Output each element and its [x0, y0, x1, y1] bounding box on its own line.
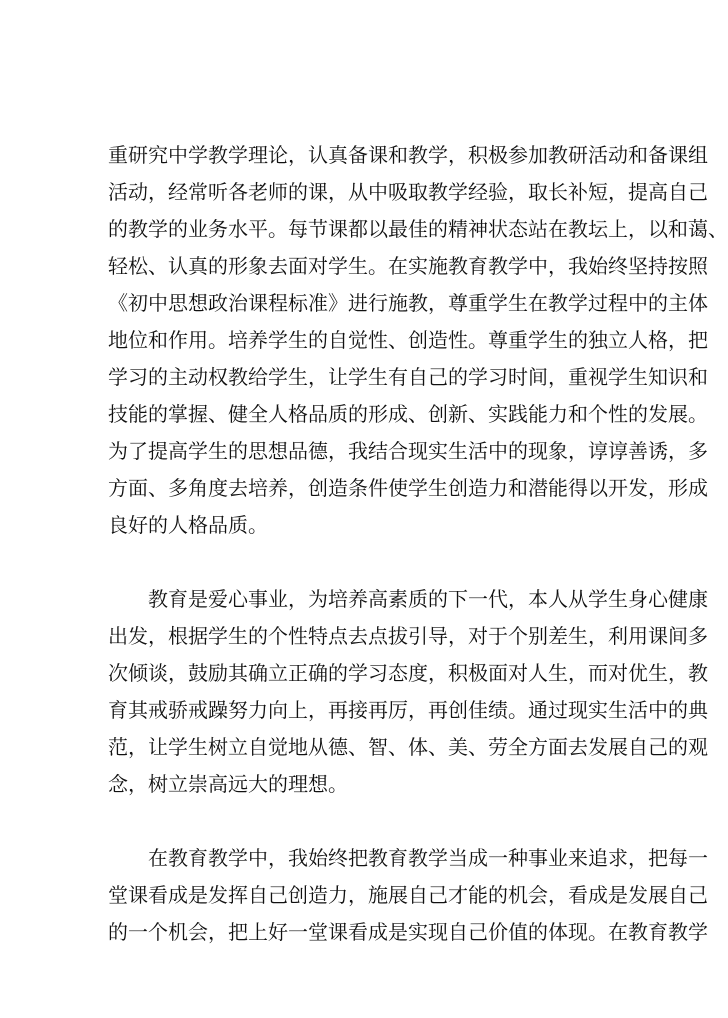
- text-line: 技能的掌握、健全人格品质的形成、创新、实践能力和个性的发展。: [108, 402, 708, 426]
- text-line: 为了提高学生的思想品德，我结合现实生活中的现象，谆谆善诱，多: [108, 439, 708, 463]
- text-line: 学习的主动权教给学生，让学生有自己的学习时间，重视学生知识和: [108, 365, 708, 389]
- document-body: [108, 137, 728, 988]
- paragraph: [108, 137, 728, 544]
- text-line: 活动，经常听各老师的课，从中吸取教学经验，取长补短，提高自己: [108, 180, 708, 204]
- paragraph: [108, 581, 708, 803]
- text-line: 堂课看成是发挥自己创造力，施展自己才能的机会，看成是发展自己: [108, 883, 708, 907]
- text-line: 《初中思想政治课程标准》进行施教，尊重学生在教学过程中的主体: [108, 291, 708, 315]
- text-line: 育其戒骄戒躁努力向上，再接再厉，再创佳绩。通过现实生活中的典: [108, 698, 708, 722]
- text-line: 教育是爱心事业，为培养高素质的下一代，本人从学生身心健康: [148, 587, 708, 611]
- text-line: 方面、多角度去培养，创造条件使学生创造力和潜能得以开发，形成: [108, 476, 708, 500]
- text-line: 地位和作用。培养学生的自觉性、创造性。尊重学生的独立人格，把: [108, 328, 708, 352]
- text-line: 出发，根据学生的个性特点去点拔引导，对于个别差生，利用课间多: [108, 624, 708, 648]
- text-line: 范，让学生树立自觉地从德、智、体、美、劳全方面去发展自己的观: [108, 735, 708, 759]
- text-line: 的教学的业务水平。每节课都以最佳的精神状态站在教坛上，以和蔼、: [108, 217, 728, 241]
- text-line: 良好的人格品质。: [108, 513, 268, 537]
- text-line: 念，树立崇高远大的理想。: [108, 772, 348, 796]
- text-line: 的一个机会，把上好一堂课看成是实现自己价值的体现。在教育教学: [108, 920, 708, 944]
- text-line: 轻松、认真的形象去面对学生。在实施教育教学中，我始终坚持按照: [108, 254, 708, 278]
- text-line: 次倾谈，鼓励其确立正确的学习态度，积极面对人生，而对优生，教: [108, 661, 708, 685]
- text-line: 重研究中学教学理论，认真备课和教学，积极参加教研活动和备课组: [108, 143, 708, 167]
- paragraph: [108, 840, 708, 951]
- text-line: 在教育教学中，我始终把教育教学当成一种事业来追求，把每一: [148, 846, 708, 870]
